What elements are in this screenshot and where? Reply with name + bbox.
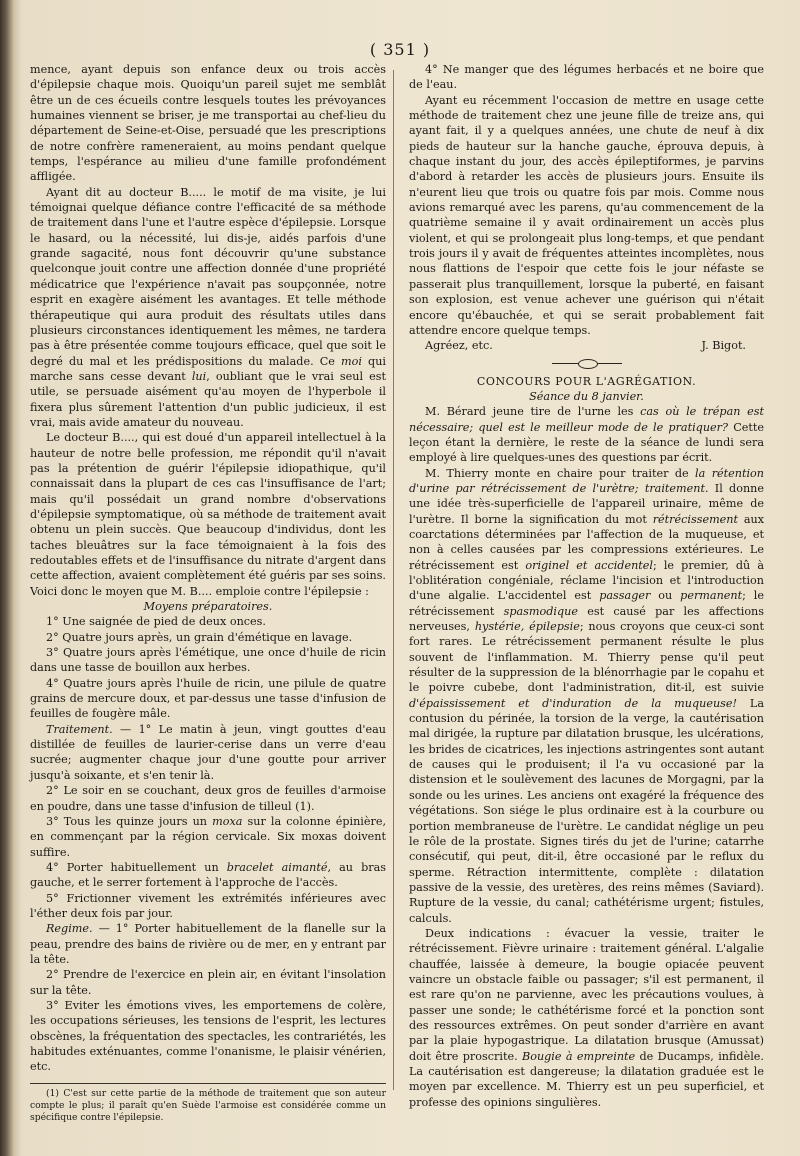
text-run: Il donne une idée très-superficielle de l'appareil urinaire, même de l'urètre. Il borne la signification du mot (409, 481, 764, 526)
signature: J. Bigot. (701, 339, 746, 353)
text-run: est causé par les affections nerveuses, (409, 604, 765, 634)
subsection-title (30, 599, 386, 614)
text-run: 3° Tous les quinze jours un (46, 814, 207, 828)
text-run: Cette leçon étant la dernière, le reste de la séance de lundi sera employé à lire quelques-unes des questions par écrit. (409, 420, 764, 465)
paragraph (30, 185, 386, 431)
ornament (578, 359, 598, 369)
italic-text: originel et accidentel (525, 558, 653, 572)
session-date: Séance du 8 janvier. (529, 389, 644, 403)
text-run: de Ducamps, infidèle. La cautérisation est dangereuse; la dilatation graduée est le moyen par excellence. M. Thierry est un peu superficiel, et professe des opinions singulières. (409, 1049, 764, 1109)
signature-line (409, 338, 764, 353)
list-item: 4° Quatre jours après l'huile de ricin, une pilule de quatre grains de mercure doux, et par-dessus une tasse d'infusion de feuilles de fougère mâle. (30, 676, 386, 721)
ornamental-rule (552, 358, 622, 368)
footnote: (1) C'est sur cette partie de la méthode de traitement que son auteur compte le plus; il paraît qu'en Suède l'armoise est considérée comme un spécifique contre l'épilepsie. (30, 1087, 386, 1123)
italic-text: Moyens préparatoires. (143, 600, 273, 614)
text-run: ou (658, 589, 673, 603)
paragraph: Le docteur B...., qui est doué d'un appareil intellectuel à la hauteur de notre belle profession, me répondit qu'il n'avait pas la prétention de guérir l'épilepsie idiopathique, qu'il connaissait dans la plupart de ces cas l'insuffisance de l'art; mais qu'il possédait un grand nombre d'observations d'épilepsie symptomatique, où sa méthode de traitement avait obtenu un plein succès. Que beaucoup d'individus, dont les taches bleuâtres sur la face témoignaient à la fois des redoutables effets et de l'insuffisance du nitrate d'argent dans cette affection, avaient complètement été guéris par ses soins. Voici donc le moyen que M. B.... emploie contre l'épilepsie : (30, 431, 386, 598)
text-run: , oubliant que le vrai seul est utile, se persuade aisément qu'au moyen de l'hyperbole il fixera plus sûrement l'attention d'un public judicieux, il est vrai, mais avide amateur du nouveau. (30, 369, 386, 429)
paragraph (409, 404, 764, 465)
list-item (30, 814, 386, 860)
column-divider (393, 70, 394, 1090)
list-item: 2° Le soir en se couchant, deux gros de feuilles d'armoise en poudre, dans une tasse d'infusion de tilleul (1). (30, 784, 386, 813)
italic-text: spasmodique (503, 604, 578, 618)
italic-text: moxa (212, 814, 243, 828)
footnote-rule (30, 1083, 386, 1084)
text-run: La contusion du périnée, la torsion de la verge, la cautérisation mal dirigée, la rupture par dilatation brusque, les ulcérations, les brides de cicatrices, les injections astringentes sont autant de causes qui le produisent; il l'a vu occasioné par la distension et le soulèvement des lacunes de Morgagni, par la sonde ou les urines. Les anciens ont exagéré la fréquence des végétations. Son siége le plus ordinaire est à la courbure ou portion membraneuse de l'urètre. Le candidat néglige un peu le rôle de la prostate. Signes tirés du jet de l'urine; catarrhe consécutif, qui peut, dit-il, être occasioné par le reflux du sperme. Rétraction intermittente, complète : dilatation passive de la vessie, des uretères, des reins mêmes (Saviard). Rupture de la vessie, du canal; cathétérisme urgent; fistules, calculs. (409, 696, 764, 925)
italic-text: permanent (680, 589, 743, 603)
italic-text: passager (599, 589, 651, 603)
text-run: 4° Porter habituellement un (46, 860, 219, 874)
text-run: — 1° Le matin à jeun, vingt gouttes d'eau distillée de feuilles de laurier-cerise dans un verre d'eau sucrée; augmenter chaque jour d'une goutte pour arriver jusqu'à soixante, et s'en tenir là. (30, 722, 386, 782)
text-run: Deux indications : évacuer la vessie, traiter le rétrécissement. Fièvre urinaire : traitement général. L'algalie chauffée, laissée à demeure, la bougie opiacée peuvent vaincre un obstacle faible ou passager; s'il est permanent, il est rare qu'on ne parvienne, avec les précautions voulues, à passer une sonde; le cathétérisme forcé et la ponction sont des ressources extrêmes. On peut sonder d'arrière en avant par la plaie hypogastrique. La dilatation brusque (Amussat) doit être proscrite. (409, 926, 764, 1063)
list-item: 3° Quatre jours après l'émétique, une once d'huile de ricin dans une tasse de bouillon aux herbes. (30, 646, 386, 675)
text-run: , au bras gauche, et le serrer fortement à l'approche de l'accès. (30, 860, 386, 890)
text-run: sur la colonne épinière, en commençant par la région cervicale. Six moxas doivent suffire. (30, 814, 386, 859)
text-run: — 1° Porter habituellement de la flanelle sur la peau, prendre des bains de rivière ou de mer, en y entrant par la tête. (30, 922, 386, 966)
closing: Agréez, etc. (425, 339, 493, 353)
right-column (409, 62, 764, 1110)
list-item: 2° Prendre de l'exercice en plein air, en évitant l'insolation sur la tête. (30, 968, 386, 997)
list-item: 1° Une saignée de pied de deux onces. (46, 615, 266, 629)
italic-text: Traitement. (46, 722, 113, 736)
text-run: M. Thierry monte en chaire pour traiter de (425, 466, 689, 480)
list-item (30, 921, 386, 967)
list-item (30, 722, 386, 783)
paragraph (409, 466, 764, 926)
text-run: qui marche sans cesse devant (30, 354, 386, 383)
italic-text: d'épaississement et d'induration de la muqueuse! (409, 696, 738, 710)
text-run: ; le premier, dû à l'oblitération congéniale, réclame l'incision et l'introduction d'une algalie. L'accidentel est (409, 558, 765, 603)
text-run: M. Bérard jeune tire de l'urne les (425, 405, 634, 419)
italic-text: rétrécissement (652, 512, 738, 526)
paragraph (409, 926, 764, 1110)
paragraph: Ayant eu récemment l'occasion de mettre en usage cette méthode de traitement chez une jeune fille de treize ans, qui ayant fait, il y a quelques années, une chute de neuf à dix pieds de hauteur sur la hanche gauche, éprouva depuis, à chaque instant du jour, des accès épileptiformes, je parvins d'abord à retarder les accès de plusieurs jours. Ensuite ils n'eurent lieu que trois ou quatre fois par mois. Comme nous avions remarqué avec les parens, qu'au commencement de la quatrième semaine il y avait ordinairement un accès plus violent, et qui se prolongeait plus long-temps, et que pendant trois jours il y avait de fréquentes atteintes incomplètes, nous nous flattions de l'espoir que cette fois le jour néfaste se passerait plus tranquillement, lorsque la puberté, en faisant son explosion, est venue achever une guérison qui n'était encore qu'ébauchée, et qui se serait probablement fait attendre encore quelque temps. (409, 93, 764, 337)
list-item: 4° Ne manger que des légumes herbacés et ne boire que de l'eau. (409, 63, 764, 92)
italic-text: lui (191, 369, 207, 383)
list-item (30, 860, 386, 891)
italic-text: la rétention d'urine par rétrécissement de l'urètre; traitement. (409, 466, 764, 495)
paragraph: mence, ayant depuis son enfance deux ou trois accès d'épilepsie chaque mois. Quoiqu'un pareil sujet me semblât être un de ces écueils contre lesquels toutes les prévoyances humaines viennent se briser, je me transportai au chef-lieu du département de Seine-et-Oise, persuadé que les prescriptions de notre confrère rameneraient, au moins pendant quelque temps, l'espérance au milieu d'une famille profondément affligée. (30, 63, 386, 184)
text-run: aux coarctations déterminées par l'affection de la muqueuse, et non à celles causées par les compressions extérieures. Le rétrécissement est (409, 512, 764, 572)
page-number: ( 351 ) (369, 40, 431, 59)
list-item: 2° Quatre jours après, un grain d'émétique en lavage. (46, 630, 353, 644)
italic-text: hystérie, épilepsie (474, 620, 580, 634)
italic-text: Bougie à empreinte (521, 1049, 636, 1063)
text-run: ; nous croyons que ceux-ci sont fort rares. Le rétrécissement permanent résulte le plus souvent de l'inflammation. M. Thierry pense qu'il peut résulter de la suppression de la blénorrhagie par le copahu et le poivre cubebe, dont l'administration, dit-il, est suivie (409, 620, 764, 695)
text-run: ; le rétrécissement (409, 589, 765, 618)
list-item: 3° Eviter les émotions vives, les emportemens de colère, les occupations sérieuses, les tensions de l'esprit, les lectures obscènes, la fréquentation des spectacles, les contrariétés, les habitudes exténuantes, comme l'onanisme, le plaisir vénérien, etc. (30, 998, 386, 1074)
italic-text: bracelet aimanté (226, 860, 328, 874)
list-item: 5° Frictionner vivement les extrémités inférieures avec l'éther deux fois par jour. (30, 891, 386, 920)
text-run: Ayant dit au docteur B..... le motif de ma visite, je lui témoignai quelque défiance contre l'efficacité de sa méthode de traitement dans l'une et l'autre espèce d'épilepsie. Lorsque le hasard, ou la nécessité, lui dis-je, aidés parfois d'une grande sagacité, nous font découvrir qu'une substance quelconque jouit contre une affection donnée d'une propriété médicatrice que l'expérience n'avait pas soupçonnée, notre esprit en exagère aisément les avantages. Et telle méthode thérapeutique qui aura produit des résultats utiles dans plusieurs circonstances identiquement les mêmes, ne tardera pas à être présentée comme toujours efficace, quel que soit le degré du mal et les prédispositions du malade. Ce (30, 185, 386, 368)
italic-text: cas où le trépan est nécessaire; quel est le meilleur mode de le pratiquer? (409, 405, 764, 434)
italic-text: moi (341, 354, 362, 368)
italic-text: Regime. (46, 922, 93, 936)
section-title: CONCOURS POUR L'AGRÉGATION. (476, 374, 697, 388)
left-column (30, 62, 386, 1124)
